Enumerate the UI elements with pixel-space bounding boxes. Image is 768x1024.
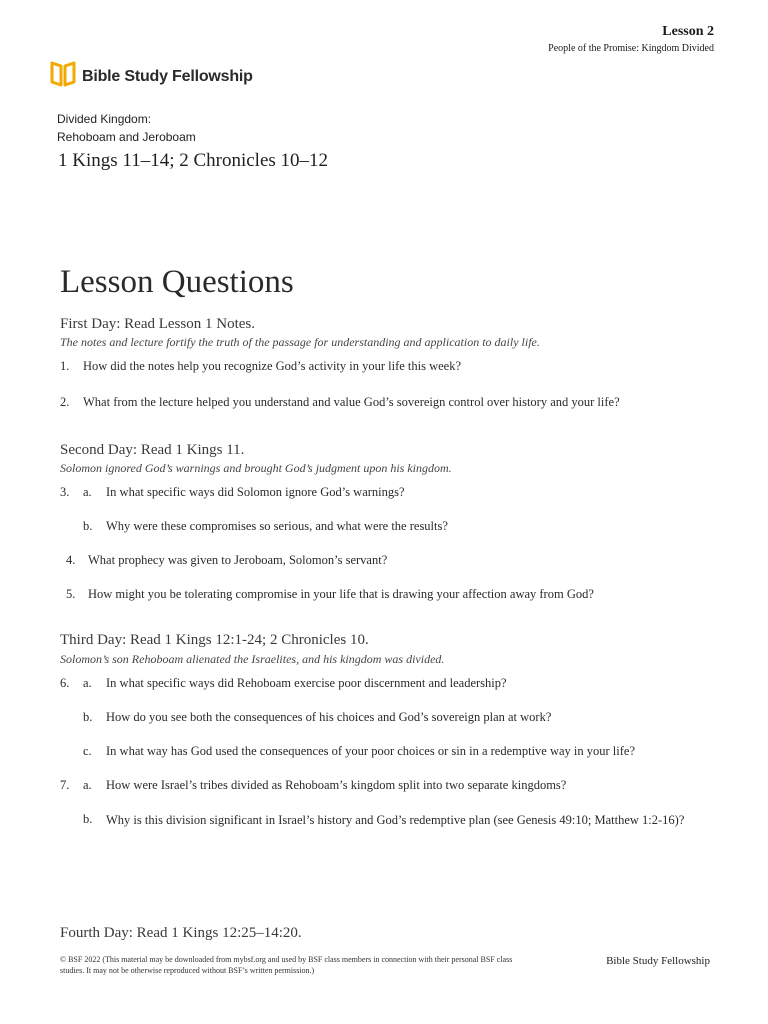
question-text: How might you be tolerating compromise in your life that is drawing your affection away from God?: [88, 587, 594, 601]
question-letter: a.: [83, 676, 92, 690]
logo-text: Bible Study Fellowship: [82, 67, 253, 85]
question-letter: c.: [83, 744, 92, 758]
question-text: In what specific ways did Rehoboam exercise poor discernment and leadership?: [106, 676, 507, 690]
question-number: 6.: [60, 676, 70, 690]
question-text: In what specific ways did Solomon ignore God’s warnings?: [106, 485, 405, 499]
day-summary-3: Solomon’s son Rehoboam alienated the Israelites, and his kingdom was divided.: [60, 652, 445, 666]
day-heading-4: Fourth Day: Read 1 Kings 12:25–14:20.: [60, 925, 302, 941]
subtitle-line-2: Rehoboam and Jeroboam: [57, 130, 196, 144]
day-heading-3: Third Day: Read 1 Kings 12:1-24; 2 Chronicles 10.: [60, 632, 369, 648]
question-text: Why were these compromises so serious, and what were the results?: [106, 519, 448, 533]
question-letter: b.: [83, 812, 93, 826]
subtitle-line-1: Divided Kingdom:: [57, 112, 152, 126]
question-text: How were Israel’s tribes divided as Rehoboam’s kingdom split into two separate kingdoms?: [106, 778, 567, 792]
copyright-notice: © BSF 2022 (This material may be downloaded from mybsf.org and used by BSF class members in connection with their personal BSF class studies. It may not be otherwise reproduced without BSF’s written permission.): [60, 955, 513, 975]
scripture-passage: 1 Kings 11–14; 2 Chronicles 10–12: [58, 150, 329, 171]
lesson-subtitle: [57, 110, 196, 146]
question-number: 5.: [66, 587, 76, 601]
series-title: People of the Promise: Kingdom Divided: [548, 43, 714, 54]
question-text: How did the notes help you recognize God’s activity in your life this week?: [83, 359, 462, 373]
question-text: What from the lecture helped you understand and value God’s sovereign control over history and your life?: [83, 395, 620, 409]
day-summary-2: Solomon ignored God’s warnings and brought God’s judgment upon his kingdom.: [60, 461, 452, 475]
question-number: 1.: [60, 359, 70, 373]
question-number: 2.: [60, 395, 70, 409]
section-title: Lesson Questions: [60, 264, 294, 300]
day-summary-1: The notes and lecture fortify the truth of the passage for understanding and application to daily life.: [60, 335, 540, 349]
question-letter: b.: [83, 519, 93, 533]
question-text: What prophecy was given to Jeroboam, Solomon’s servant?: [88, 553, 388, 567]
bsf-logo: [50, 60, 253, 93]
question-text: Why is this division significant in Israel’s history and God’s redemptive plan (see Genesis 49:10; Matthew 1:2-16)?: [106, 813, 685, 827]
question-text: In what way has God used the consequences of your poor choices or sin in a redemptive way in your life?: [106, 744, 636, 758]
question-number: 4.: [66, 553, 76, 567]
question-text: How do you see both the consequences of his choices and God’s sovereign plan at work?: [106, 710, 552, 724]
question-letter: a.: [83, 485, 92, 499]
question-letter: b.: [83, 710, 93, 724]
lesson-number: Lesson 2: [662, 24, 714, 39]
day-heading-1: First Day: Read Lesson 1 Notes.: [60, 316, 255, 332]
question-number: 3.: [60, 485, 70, 499]
question-letter: a.: [83, 778, 92, 792]
day-heading-2: Second Day: Read 1 Kings 11.: [60, 442, 245, 458]
question-number: 7.: [60, 778, 70, 792]
open-book-icon: [50, 60, 76, 93]
footer-brand: Bible Study Fellowship: [606, 955, 710, 967]
